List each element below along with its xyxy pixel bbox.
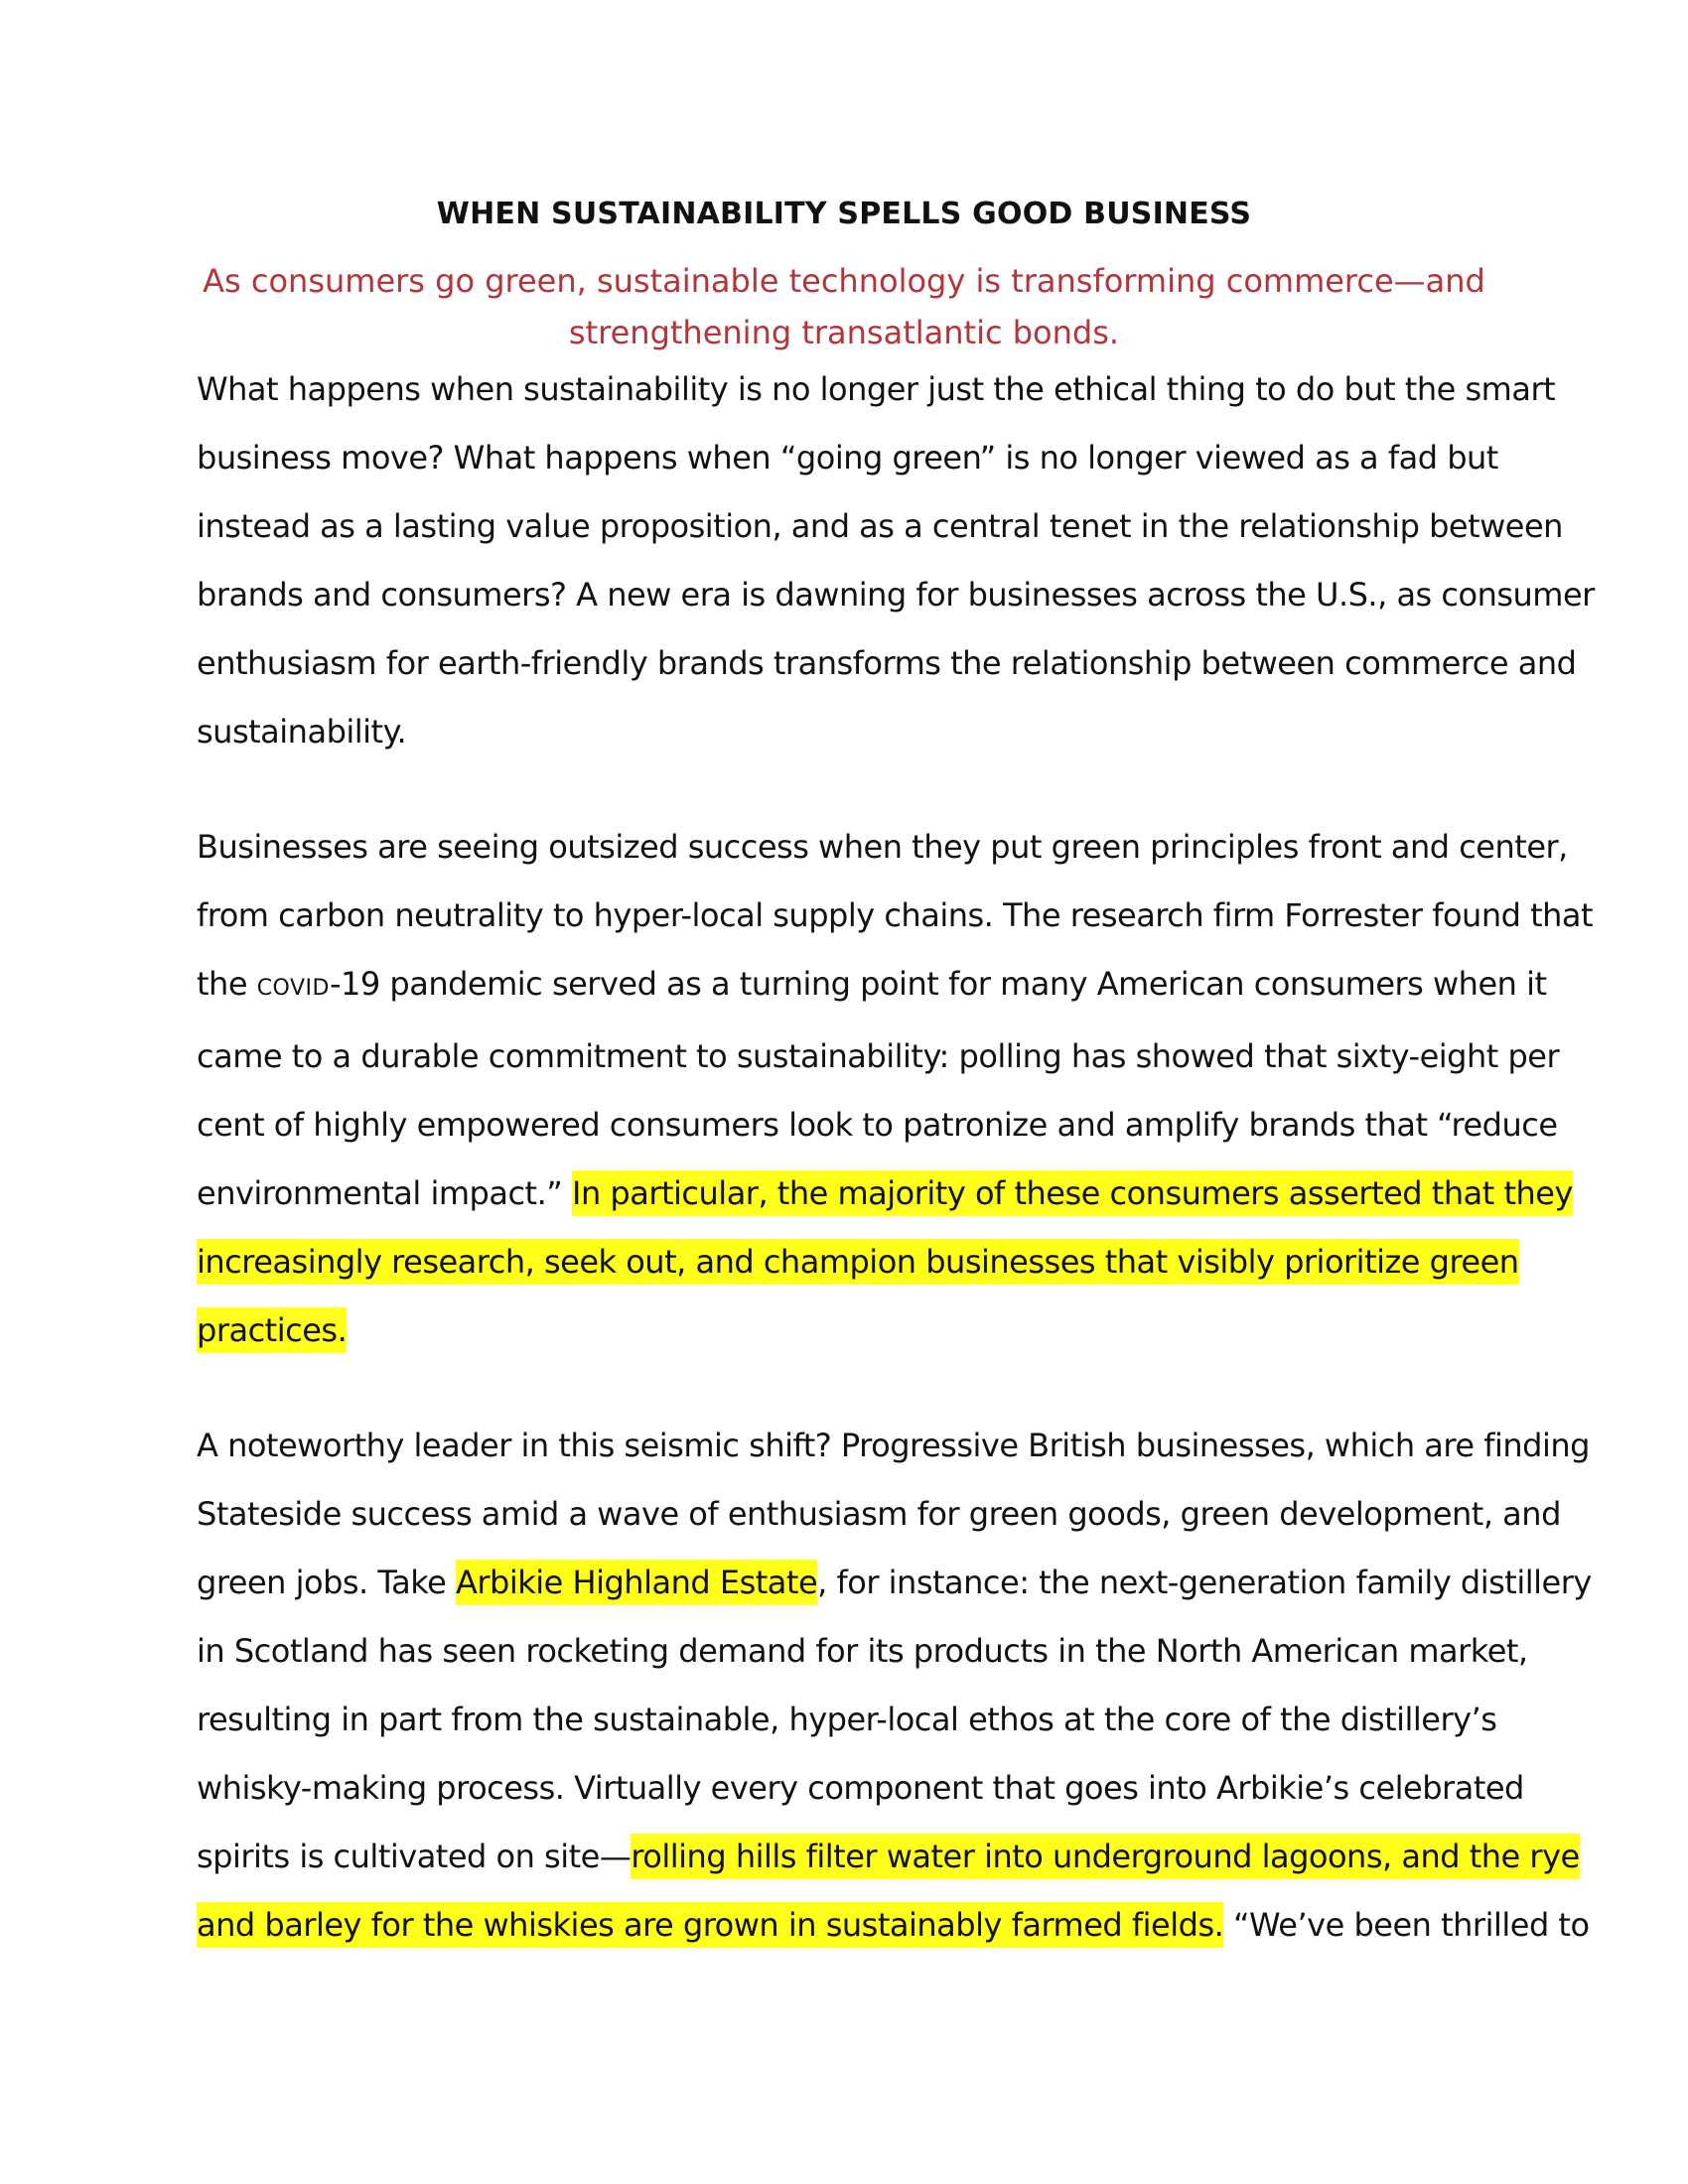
article-title: WHEN SUSTAINABILITY SPELLS GOOD BUSINESS — [436, 197, 1252, 231]
article-body — [197, 355, 1595, 1960]
paragraph-text: What happens when sustainability is no longer just the ethical thing to do but the smart business move? What happens when “going green” is no longer viewed as a fad but instead as a lasting value proposition, and as a central tenet in the relationship between brands and consumers? A new era is dawning for businesses across the U.S., as consumer enthusiasm for earth-friendly brands transforms the relationship between commerce and sustainability. — [197, 370, 1595, 751]
article-subtitle — [199, 255, 1489, 358]
highlighted-text: Arbikie Highland Estate — [456, 1560, 817, 1605]
subtitle-line: As consumers go green, sustainable technology is transforming commerce—and — [203, 262, 1485, 300]
paragraph-text: Businesses are seeing outsized success when they put green principles front and center, from carbon neutrality to hyper-local supply chains. The research firm Forrester found that the — [197, 828, 1594, 1003]
paragraph-1 — [197, 355, 1595, 766]
covid-smallcaps: COVID — [256, 976, 330, 1001]
paragraph-text: -19 pandemic served as a turning point for many American consumers when it came to a durable commitment to sustainability: polling has showed that sixty-eight per cent of highly empowered consumers look to patronize and amplify brands that “reduce environmental impact.” — [197, 965, 1560, 1212]
paragraph-2 — [197, 813, 1595, 1365]
highlighted-text: rolling hills filter water into underground lagoons, and the rye and barley for the whiskies are grown in sustainably farmed fields. — [197, 1834, 1580, 1948]
subtitle-line: strengthening transatlantic bonds. — [568, 314, 1120, 351]
paragraph-3 — [197, 1412, 1595, 1960]
highlighted-text: In particular, the majority of these consumers asserted that they increasingly research, seek out, and champion businesses that visibly prioritize green practices. — [197, 1170, 1573, 1353]
paragraph-text: A noteworthy leader in this seismic shift? Progressive British businesses, which are finding Stateside success amid a wave of enthusiasm for green goods, green development, and green jobs. Take — [197, 1427, 1590, 1601]
paragraph-text: , for instance: the next-generation family distillery in Scotland has seen rocketing demand for its products in the North American market, resulting in part from the sustainable, hyper-local ethos at the core of the distillery’s whisky-making process. Virtually every component that goes into Arbikie’s celebrated spirits is cultivated on site— — [197, 1564, 1592, 1875]
paragraph-text: “We’ve been thrilled to — [1223, 1906, 1590, 1944]
